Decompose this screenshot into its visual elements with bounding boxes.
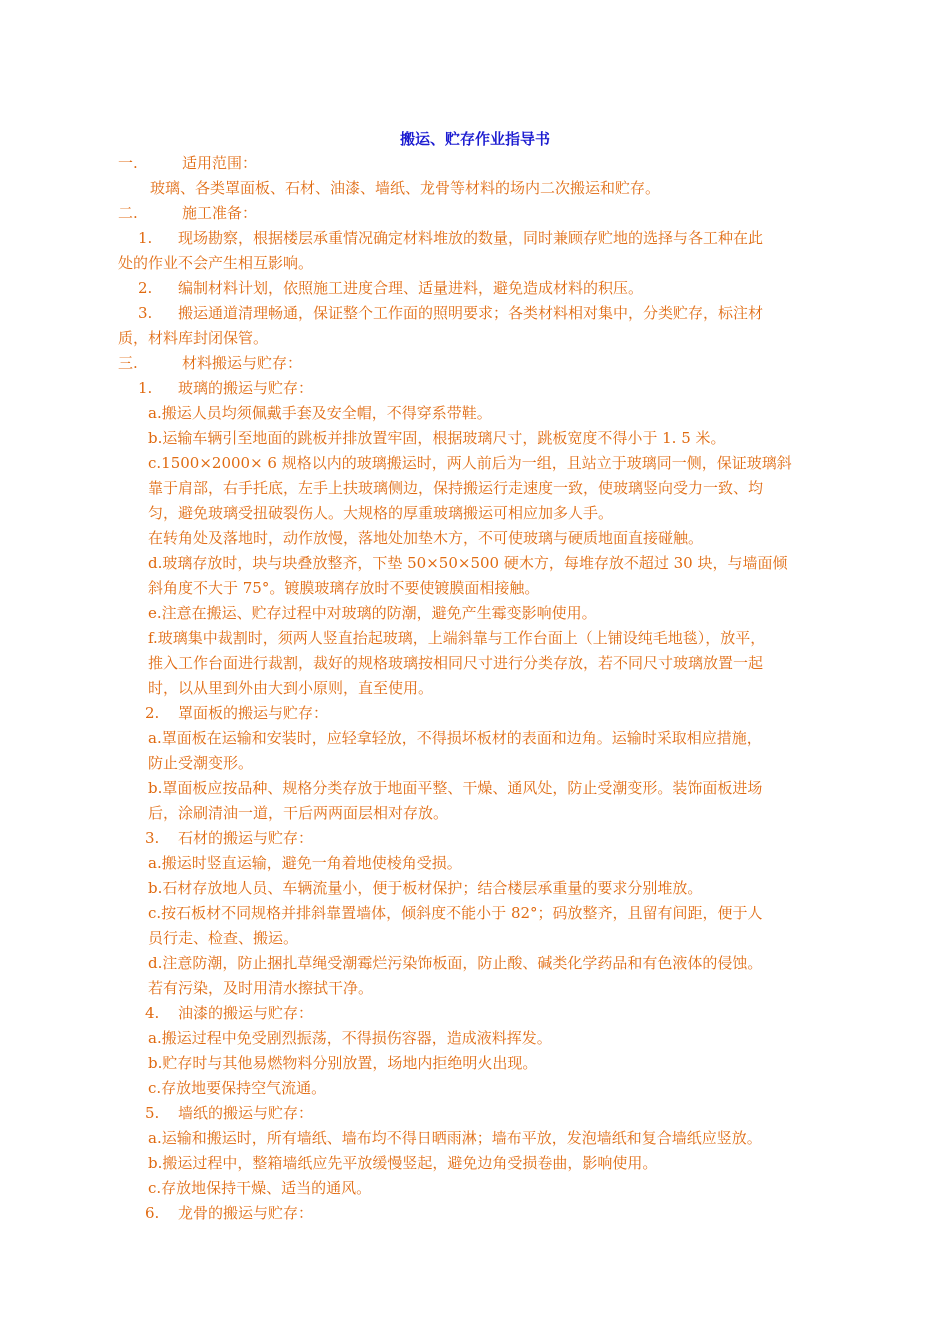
paragraph: 处的作业不会产生相互影响。 (118, 254, 314, 272)
section-3-heading (118, 353, 302, 373)
paragraph: 匀，避免玻璃受扭破裂伤人。大规格的厚重玻璃搬运可相应加多人手。 (148, 504, 614, 522)
paragraph: e.注意在搬运、贮存过程中对玻璃的防潮，避免产生霉变影响使用。 (148, 604, 597, 622)
paragraph: c.1500×2000× 6 规格以内的玻璃搬运时，两人前后为一组，且站立于玻璃同一侧，保证玻璃斜 (148, 454, 792, 472)
item-number: 4. (145, 1004, 160, 1022)
paragraph: 若有污染，及时用清水擦拭干净。 (148, 979, 374, 997)
item-number: 5. (145, 1104, 160, 1122)
paragraph: a.搬运过程中免受剧烈振荡，不得损伤容器，造成液料挥发。 (148, 1029, 552, 1047)
paragraph: f.玻璃集中裁割时，须两人竖直抬起玻璃，上端斜靠与工作台面上（上铺设纯毛地毯），放平， (148, 629, 766, 647)
subsection-heading (145, 1103, 313, 1123)
subsection-title: 墙纸的搬运与贮存： (178, 1104, 314, 1122)
paragraph: 质，材料库封闭保管。 (118, 329, 269, 347)
subsection-title: 石材的搬运与贮存： (178, 829, 314, 847)
list-item (138, 278, 643, 298)
paragraph: b.搬运过程中，整箱墙纸应先平放缓慢竖起，避免边角受损卷曲，影响使用。 (148, 1154, 658, 1172)
section-title: 材料搬运与贮存： (182, 354, 303, 372)
item-number: 3. (138, 304, 153, 322)
paragraph: 在转角处及落地时，动作放慢，落地处加垫木方，不可使玻璃与硬质地面直接碰触。 (148, 529, 704, 547)
subsection-title: 玻璃的搬运与贮存： (178, 379, 314, 397)
section-number: 三. (118, 354, 138, 372)
section-title: 施工准备： (182, 204, 258, 222)
section-title: 适用范围： (182, 154, 258, 172)
item-number: 6. (145, 1204, 160, 1222)
paragraph: b.运输车辆引至地面的跳板并排放置牢固，根据玻璃尺寸，跳板宽度不得小于 1. 5 米。 (148, 429, 726, 447)
subsection-title: 油漆的搬运与贮存： (178, 1004, 314, 1022)
paragraph: b.石材存放地人员、车辆流量小，便于板材保护；结合楼层承重量的要求分别堆放。 (148, 879, 703, 897)
paragraph: a.罩面板在运输和安装时，应轻拿轻放，不得损坏板材的表面和边角。运输时采取相应措施， (148, 729, 762, 747)
item-text: 搬运通道清理畅通，保证整个工作面的照明要求；各类材料相对集中，分类贮存，标注材 (178, 304, 764, 322)
paragraph: 时，以从里到外由大到小原则，直至使用。 (148, 679, 434, 697)
subsection-heading (145, 1203, 313, 1223)
list-item (138, 228, 763, 248)
paragraph: 防止受潮变形。 (148, 754, 254, 772)
paragraph: 玻璃、各类罩面板、石材、油漆、墙纸、龙骨等材料的场内二次搬运和贮存。 (150, 179, 661, 197)
item-number: 2. (145, 704, 160, 722)
subsection-title: 龙骨的搬运与贮存： (178, 1204, 314, 1222)
paragraph: c.按石板材不同规格并排斜靠置墙体，倾斜度不能小于 82°；码放整齐，且留有间距，便于人 (148, 904, 763, 922)
paragraph: 员行走、检查、搬运。 (148, 929, 299, 947)
subsection-heading (145, 703, 328, 723)
item-number: 2. (138, 279, 153, 297)
paragraph: 后，涂刷清油一道，干后两两面层相对存放。 (148, 804, 449, 822)
subsection-heading (138, 378, 313, 398)
paragraph: c.存放地要保持空气流通。 (148, 1079, 327, 1097)
section-number: 二. (118, 204, 138, 222)
item-number: 1. (138, 229, 153, 247)
item-number: 3. (145, 829, 160, 847)
paragraph: a.搬运时竖直运输，避免一角着地使棱角受损。 (148, 854, 462, 872)
paragraph: b.贮存时与其他易燃物料分别放置，场地内拒绝明火出现。 (148, 1054, 538, 1072)
item-text: 编制材料计划，依照施工进度合理、适量进料，避免造成材料的积压。 (178, 279, 644, 297)
subsection-title: 罩面板的搬运与贮存： (178, 704, 329, 722)
subsection-heading (145, 828, 313, 848)
paragraph: d.玻璃存放时，块与块叠放整齐，下垫 50×50×500 硬木方，每堆存放不超过 30 块，与墙面倾 (148, 554, 788, 572)
paragraph: 斜角度不大于 75°。镀膜玻璃存放时不要使镀膜面相接触。 (148, 579, 540, 597)
paragraph: a.搬运人员均须佩戴手套及安全帽，不得穿系带鞋。 (148, 404, 492, 422)
document-title: 搬运、贮存作业指导书 (399, 130, 550, 148)
paragraph: b.罩面板应按品种、规格分类存放于地面平整、干燥、通风处，防止受潮变形。装饰面板进场 (148, 779, 763, 797)
paragraph: 靠于肩部，右手托底，左手上扶玻璃侧边，保持搬运行走速度一致，使玻璃竖向受力一致、均 (148, 479, 764, 497)
paragraph: a.运输和搬运时，所有墙纸、墙布均不得日晒雨淋；墙布平放，发泡墙纸和复合墙纸应竖放。 (148, 1129, 762, 1147)
section-1-heading (118, 153, 257, 173)
paragraph: 推入工作台面进行裁割，裁好的规格玻璃按相同尺寸进行分类存放，若不同尺寸玻璃放置一起 (148, 654, 764, 672)
subsection-heading (145, 1003, 313, 1023)
paragraph: c.存放地保持干燥、适当的通风。 (148, 1179, 372, 1197)
item-text: 现场勘察，根据楼层承重情况确定材料堆放的数量，同时兼顾存贮地的选择与各工种在此 (178, 229, 764, 247)
item-number: 1. (138, 379, 153, 397)
section-2-heading (118, 203, 257, 223)
section-number: 一. (118, 154, 138, 172)
paragraph: d.注意防潮，防止捆扎草绳受潮霉烂污染饰板面，防止酸、碱类化学药品和有色液体的侵蚀。 (148, 954, 763, 972)
list-item (138, 303, 763, 323)
